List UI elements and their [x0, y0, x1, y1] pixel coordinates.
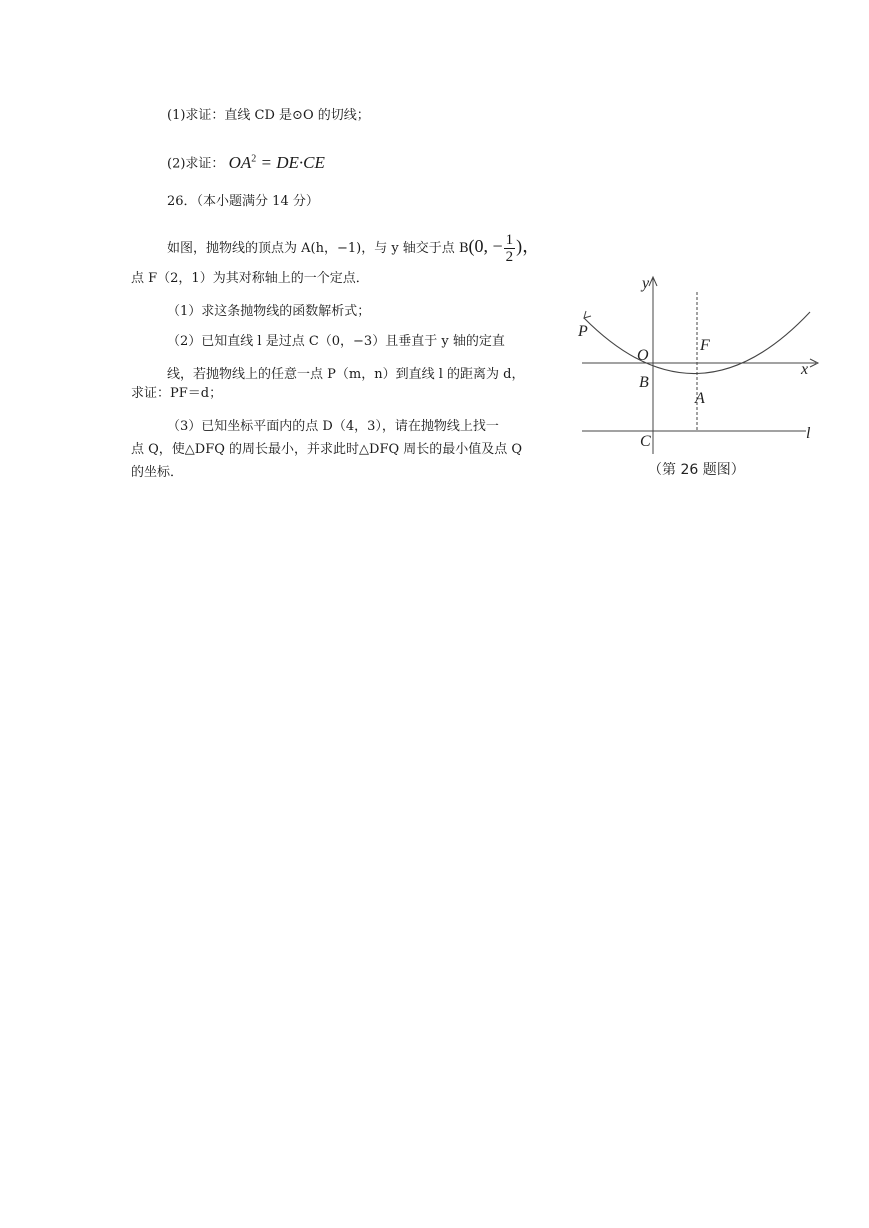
label-P: P — [578, 323, 588, 340]
label-x: x — [801, 361, 809, 378]
q26-part3-line1: （3）已知坐标平面内的点 D（4，3），请在抛物线上找一 — [167, 419, 499, 434]
q26-part2-line3: 求证：PF＝d； — [131, 386, 223, 401]
label-l: l — [806, 425, 811, 442]
fraction-one-half: $\frac{1}{2}$ — [505, 232, 514, 265]
q25-part1: (1)求证：直线 CD 是⊙O 的切线； — [167, 108, 370, 123]
q26-part1: （1）求这条抛物线的函数解析式； — [167, 304, 371, 319]
q26-part2-line2: 线，若抛物线上的任意一点 P（m，n）到直线 l 的距离为 d， — [167, 367, 525, 382]
q25-part2: (2)求证： $OA^2 = DE\cdot CE$ — [167, 152, 325, 172]
parabola-arrow — [584, 311, 591, 318]
label-A: A — [695, 390, 705, 407]
q26-part3-line2: 点 Q，使△DFQ 的周长最小，并求此时△DFQ 周长的最小值及点 Q — [131, 442, 523, 457]
label-y: y — [642, 275, 650, 292]
q25-formula: $OA^2 = DE\cdot CE$ — [228, 152, 325, 172]
q26-header: 26．（本小题满分 14 分） — [167, 194, 319, 209]
label-B: B — [639, 374, 649, 391]
label-F: F — [700, 337, 710, 354]
label-C: C — [640, 433, 651, 450]
label-O: O — [637, 347, 649, 364]
q26-intro-line1: 如图，抛物线的顶点为 A(h，−1)，与 y 轴交于点 B(0, − $\frac{1}{2}$ )， — [167, 232, 541, 265]
parabola-figure — [574, 272, 824, 477]
q26-part3-line3: 的坐标． — [131, 465, 184, 480]
q26-part2-line1: （2）已知直线 l 是过点 C（0，−3）且垂直于 y 轴的定直 — [167, 334, 505, 349]
q26-intro-line2: 点 F（2，1）为其对称轴上的一个定点． — [131, 271, 369, 286]
figure-caption: （第 26 题图） — [648, 462, 745, 478]
